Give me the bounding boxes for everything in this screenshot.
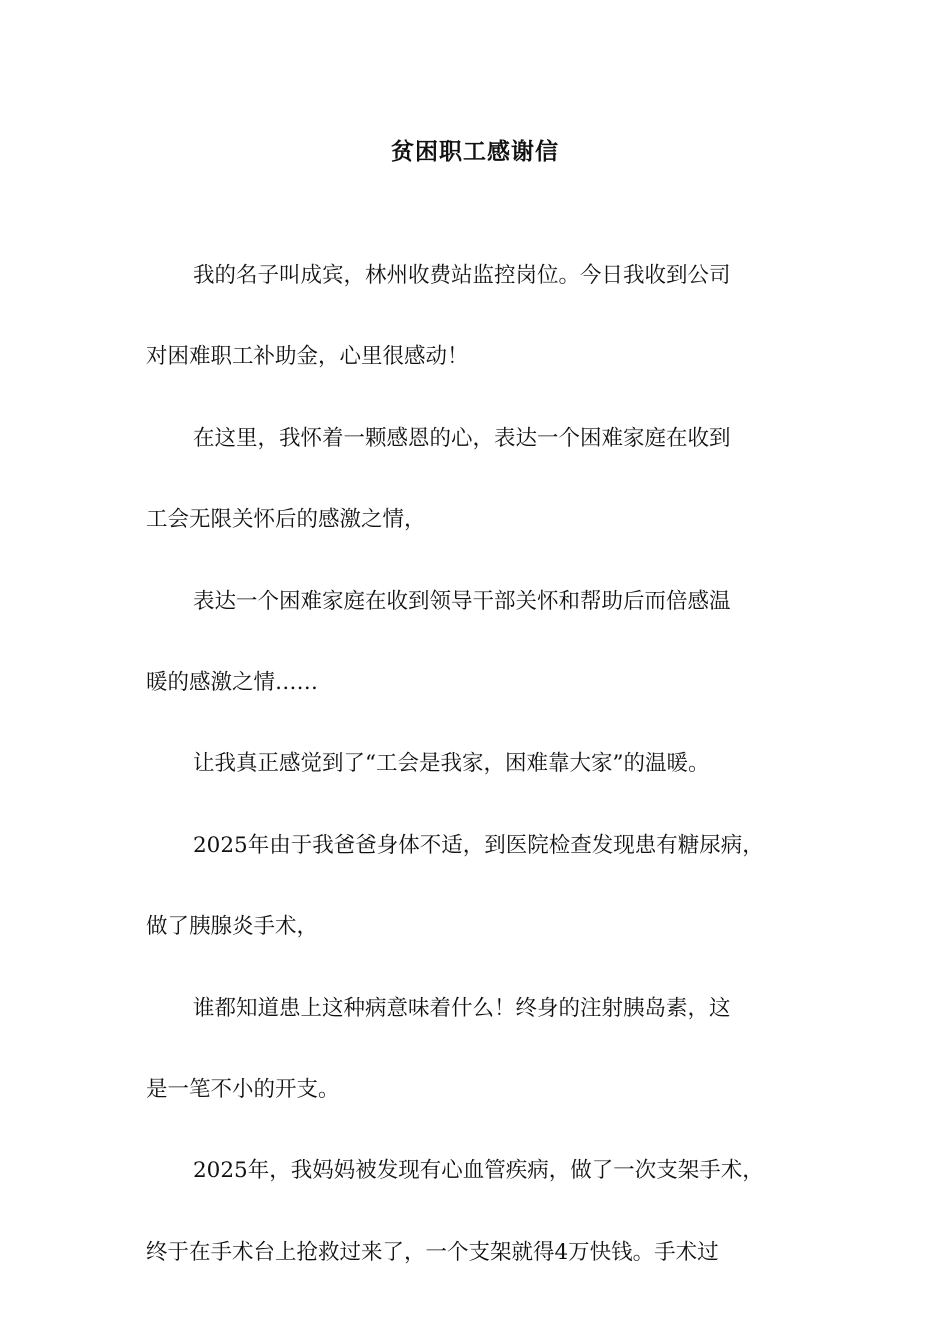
paragraph-line: 2025年由于我爸爸身体不适，到医院检查发现患有糖尿病， [193,832,764,858]
paragraph-line: 终于在手术台上抢救过来了，一个支架就得4万快钱。手术过 [146,1239,719,1265]
paragraph-line: 在这里，我怀着一颗感恩的心，表达一个困难家庭在收到 [193,425,731,451]
paragraph-line: 我的名子叫成宾，林州收费站监控岗位。今日我收到公司 [193,263,731,288]
paragraph-line: 让我真正感觉到了“工会是我家，困难靠大家”的温暖。 [193,751,710,777]
paragraph-line: 暖的感激之情…… [146,669,319,695]
letter-body [146,258,826,1316]
paragraph-line: 2025年，我妈妈被发现有心血管疾病，做了一次支架手术， [193,1158,764,1184]
paragraph-line: 对困难职工补助金，心里很感动！ [146,344,469,370]
paragraph-line: 表达一个困难家庭在收到领导干部关怀和帮助后而倍感温 [193,588,731,614]
paragraph-line: 是一笔不小的开支。 [146,1076,340,1102]
paragraph-line: 谁都知道患上这种病意味着什么！终身的注射胰岛素，这 [193,995,731,1021]
document-title: 贫困职工感谢信 [391,138,559,165]
paragraph-line: 工会无限关怀后的感激之情， [146,507,426,533]
paragraph-line: 做了胰腺炎手术， [146,914,319,940]
